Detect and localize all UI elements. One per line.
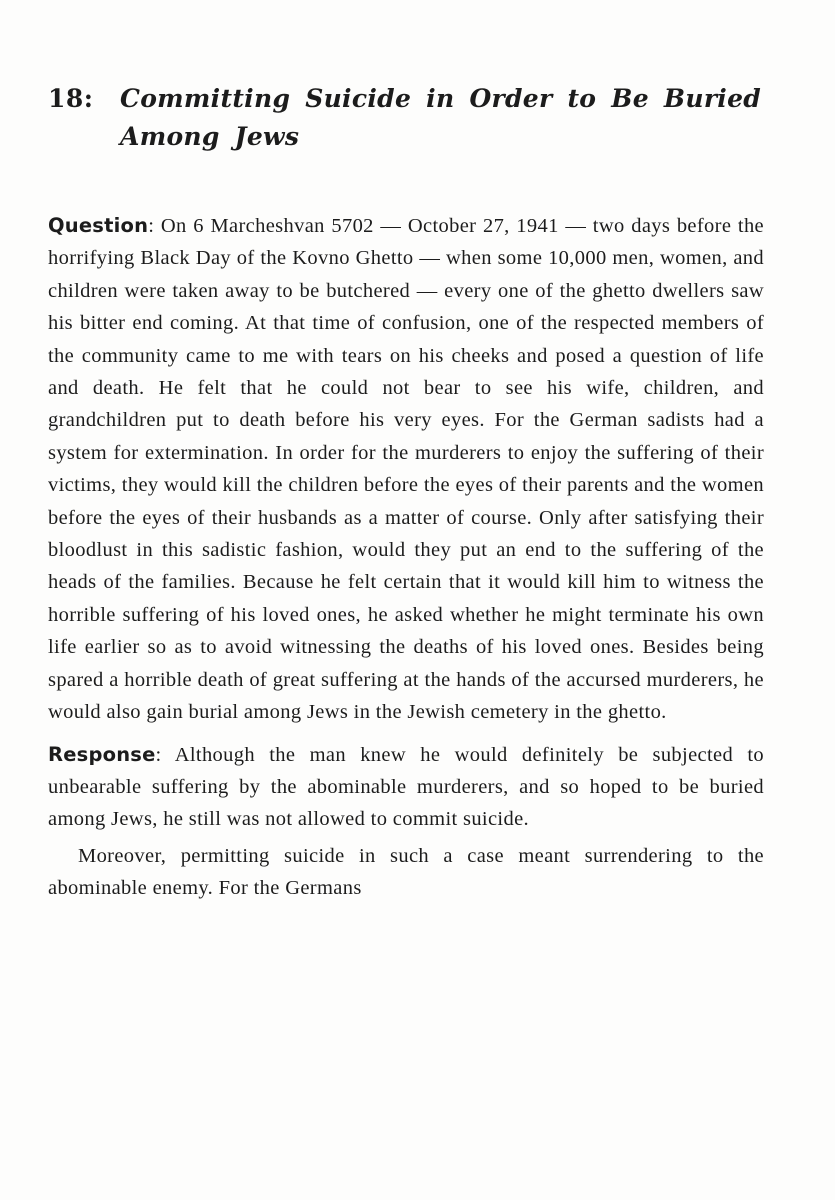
chapter-title: Committing Suicide in Order to Be Buried Among Jews bbox=[120, 84, 762, 151]
response-text: : Although the man knew he would definitely be subjected to unbearable suffering by the abominable murderers, and so hoped to be buried among Jews, he still was not allowed to commit suicide. bbox=[48, 743, 764, 831]
question-paragraph bbox=[48, 210, 764, 729]
chapter-number: 18: bbox=[48, 84, 94, 113]
chapter-heading bbox=[48, 80, 778, 156]
body-text bbox=[48, 210, 764, 905]
response-label: Response bbox=[48, 742, 156, 766]
continuation-paragraph: Moreover, permitting suicide in such a case meant surrendering to the abominable enemy. For the Germans bbox=[48, 844, 764, 900]
question-label: Question bbox=[48, 214, 149, 237]
question-text: : On 6 Marcheshvan 5702 — October 27, 1941 — two days before the horrifying Black Day of the Kovno Ghetto — when some 10,000 men, women, and children were taken away to be butchered — every one of the ghetto dwellers saw his bitter end coming. At that time of confusion, one of the respected members of the community came to me with tears on his cheeks and posed a question of life and death. He felt that he could not bear to see his wife, children, and grandchildren put to death before his very eyes. For the German sadists had a system for extermination. In order for the murderers to enjoy the suffering of their victims, they would kill the children before the eyes of their parents and the women before the eyes of their husbands as a matter of course. Only after satisfying their bloodlust in this sadistic fashion, would they put an end to the suffering of the heads of the families. Because he felt certain that it would kill him to witness the horrible suffering of his loved ones, he asked whether he might terminate his own life earlier so as to avoid witnessing the deaths of his loved ones. Besides being spared a horrible death of great suffering at the hands of the accursed murderers, he would also gain burial among Jews in the Jewish cemetery in the ghetto. bbox=[48, 215, 764, 724]
response-paragraph bbox=[48, 739, 764, 836]
